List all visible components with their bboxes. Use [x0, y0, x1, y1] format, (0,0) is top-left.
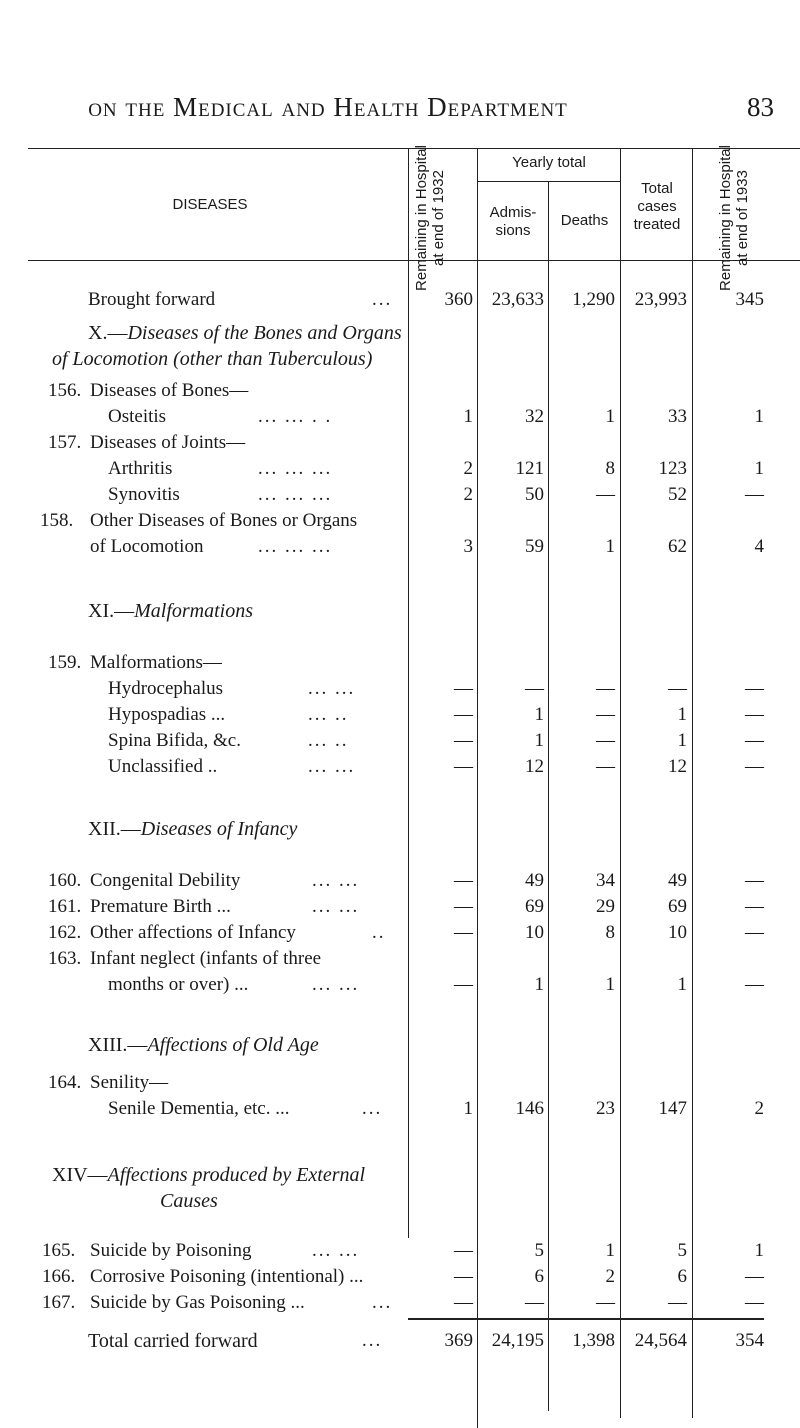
- cell-remaining-end: —: [745, 896, 764, 917]
- cell-total: 10: [668, 922, 687, 943]
- row-number: 157.: [48, 432, 82, 453]
- cell-deaths: 34: [596, 870, 615, 891]
- cell-deaths: —: [596, 756, 615, 777]
- table-row: [0, 946, 800, 972]
- cell-remaining-end: —: [745, 974, 764, 995]
- row-label: Synovitis: [108, 484, 180, 505]
- cell-remaining-end: —: [745, 678, 764, 699]
- cell-total: 33: [668, 406, 687, 427]
- row-dots: ... ...: [312, 896, 360, 917]
- row-dots: ... ... ...: [258, 484, 333, 505]
- cell-remaining-end: —: [745, 870, 764, 891]
- cell-remaining-start: —: [454, 974, 473, 995]
- cell-total: 23,993: [634, 289, 687, 310]
- section-heading-line2: [52, 346, 372, 372]
- cell-remaining-start: —: [454, 896, 473, 917]
- row-dots: ...: [372, 289, 393, 310]
- cell-total: 5: [677, 1240, 687, 1261]
- cell-deaths: 29: [596, 896, 615, 917]
- section-numeral: XII.—: [88, 818, 141, 840]
- row-label: Congenital Debility: [90, 870, 241, 891]
- row-number: 160.: [48, 870, 82, 891]
- cell-admissions: 1: [534, 704, 544, 725]
- cell-total: 123: [658, 458, 687, 479]
- section-numeral: X.—: [88, 322, 128, 344]
- cell-remaining-start: —: [454, 1240, 473, 1261]
- table-row: [0, 868, 800, 894]
- section-title: Diseases of Infancy: [140, 818, 298, 840]
- table-row: [0, 482, 800, 508]
- section-title: Malformations: [134, 600, 254, 622]
- cell-admissions: 146: [515, 1098, 544, 1119]
- cell-remaining-end: —: [745, 730, 764, 751]
- cell-remaining-end: —: [745, 756, 764, 777]
- col-rule-5: [692, 148, 693, 1418]
- row-dots: ...: [362, 1098, 383, 1119]
- cell-remaining-start: —: [454, 1266, 473, 1287]
- row-label: Hypospadias ...: [108, 704, 226, 725]
- admissions-header: Admis- sions: [489, 204, 537, 239]
- cell-admissions: 23,633: [491, 289, 544, 310]
- cell-deaths: 1: [605, 974, 615, 995]
- section-numeral: XIII.—: [88, 1034, 148, 1056]
- row-label: Unclassified ..: [108, 756, 218, 777]
- row-dots: ... ... . .: [258, 406, 333, 427]
- cell-admissions: 10: [525, 922, 544, 943]
- cell-total: 12: [668, 756, 687, 777]
- cell-total: —: [668, 1292, 687, 1313]
- cell-remaining-end: —: [745, 484, 764, 505]
- cell-total: —: [668, 678, 687, 699]
- col-rule-3: [548, 181, 549, 1411]
- cell-admissions: 50: [525, 484, 544, 505]
- row-label: Total carried forward: [88, 1330, 258, 1352]
- row-label: Malformations—: [90, 652, 222, 673]
- sum-rule: [408, 1318, 764, 1320]
- cell-total: 49: [668, 870, 687, 891]
- row-label: of Locomotion: [90, 536, 204, 557]
- table-row: [0, 1264, 800, 1290]
- table-row: [0, 754, 800, 780]
- table-row: [0, 404, 800, 430]
- col-rule-2: [477, 148, 478, 1428]
- cell-deaths: —: [596, 730, 615, 751]
- yearly-total-rule: [478, 181, 620, 182]
- cell-total: 1: [677, 730, 687, 751]
- row-label: Other affections of Infancy: [90, 922, 296, 943]
- cell-total: 24,564: [634, 1330, 687, 1351]
- row-number: 162.: [48, 922, 82, 943]
- cell-deaths: —: [596, 1292, 615, 1313]
- cell-admissions: 69: [525, 896, 544, 917]
- row-label: Suicide by Poisoning: [90, 1240, 252, 1261]
- cell-remaining-end: 354: [735, 1330, 764, 1351]
- total-row: [0, 1328, 800, 1354]
- cell-total: 1: [677, 704, 687, 725]
- section-title: Affections produced by External: [107, 1164, 366, 1186]
- table-row: [0, 972, 800, 998]
- table-row: [0, 920, 800, 946]
- table-row: [0, 1070, 800, 1096]
- section-numeral: XIV—: [52, 1164, 108, 1186]
- cell-admissions: 1: [534, 730, 544, 751]
- remaining-end-header: [717, 143, 777, 293]
- row-dots: ... ...: [308, 756, 356, 777]
- row-dots: ..: [372, 922, 386, 943]
- table-row: [0, 1238, 800, 1264]
- page-title: on the Medical and Health Department: [88, 92, 568, 122]
- row-label: Senile Dementia, etc. ...: [108, 1098, 290, 1119]
- table-row: [0, 1096, 800, 1122]
- cell-admissions: 5: [534, 1240, 544, 1261]
- yearly-total-header: Yearly total: [512, 154, 586, 171]
- row-label: Spina Bifida, &c.: [108, 730, 241, 751]
- row-number: 159.: [48, 652, 82, 673]
- section-title: Diseases of the Bones and Organs: [127, 322, 402, 344]
- cell-admissions: 49: [525, 870, 544, 891]
- table-row: [0, 534, 800, 560]
- row-dots: ... ..: [308, 730, 349, 751]
- row-dots: ... ..: [308, 704, 349, 725]
- section-heading: [88, 816, 297, 842]
- cell-remaining-start: 360: [444, 289, 473, 310]
- cell-deaths: —: [596, 704, 615, 725]
- cell-deaths: 8: [605, 458, 615, 479]
- row-number: 163.: [48, 948, 82, 969]
- section-heading: [52, 1162, 365, 1188]
- section-heading: [88, 598, 253, 624]
- cell-remaining-start: 3: [463, 536, 473, 557]
- cell-remaining-start: —: [454, 678, 473, 699]
- row-label: Brought forward: [88, 289, 216, 310]
- row-number: 167.: [42, 1292, 76, 1313]
- cell-remaining-end: —: [745, 704, 764, 725]
- row-label: Hydrocephalus: [108, 678, 224, 699]
- cell-deaths: 1: [605, 536, 615, 557]
- cell-deaths: 2: [605, 1266, 615, 1287]
- row-label: Diseases of Joints—: [90, 432, 246, 453]
- cell-remaining-end: 2: [754, 1098, 764, 1119]
- cell-remaining-end: —: [745, 1266, 764, 1287]
- section-paren: (other than Tuberculous): [173, 348, 373, 370]
- row-dots: ... ... ...: [258, 536, 333, 557]
- cell-admissions: 1: [534, 974, 544, 995]
- cell-deaths: 8: [605, 922, 615, 943]
- cell-remaining-end: 1: [754, 1240, 764, 1261]
- remaining-end-text: Remaining in Hospital at end of 1933: [717, 145, 751, 291]
- row-number: 161.: [48, 896, 82, 917]
- row-number: 164.: [48, 1072, 82, 1093]
- section-heading: [88, 1032, 319, 1058]
- col-rule-4: [620, 148, 621, 1418]
- row-dots: ... ...: [312, 870, 360, 891]
- section-title-line2: Causes: [160, 1190, 218, 1212]
- row-label: Diseases of Bones—: [90, 380, 249, 401]
- section-heading: [88, 320, 402, 346]
- cell-deaths: 1,290: [572, 289, 615, 310]
- table-row: [0, 676, 800, 702]
- table-row: [0, 702, 800, 728]
- cell-remaining-start: —: [454, 704, 473, 725]
- section-title: Affections of Old Age: [147, 1034, 319, 1056]
- page-number: 83: [747, 92, 774, 122]
- row-label: months or over) ...: [108, 974, 249, 995]
- cell-remaining-start: 1: [463, 1098, 473, 1119]
- total-cases-header: Total cases treated: [633, 180, 681, 233]
- table-row: [0, 508, 800, 534]
- section-heading-line2: [160, 1188, 218, 1214]
- cell-total: 147: [658, 1098, 687, 1119]
- cell-admissions: —: [525, 1292, 544, 1313]
- row-number: 156.: [48, 380, 82, 401]
- cell-total: 62: [668, 536, 687, 557]
- table-row: [0, 378, 800, 404]
- row-number: 166.: [42, 1266, 76, 1287]
- cell-remaining-end: 1: [754, 458, 764, 479]
- cell-remaining-start: 1: [463, 406, 473, 427]
- table-row: [0, 456, 800, 482]
- cell-remaining-end: —: [745, 922, 764, 943]
- table-row: [0, 1290, 800, 1316]
- cell-deaths: 1: [605, 1240, 615, 1261]
- table-row: [0, 430, 800, 456]
- cell-admissions: —: [525, 678, 544, 699]
- cell-remaining-end: 345: [735, 289, 764, 310]
- row-dots: ...: [372, 1292, 393, 1313]
- remaining-start-text: Remaining in Hospital at end of 1932: [413, 145, 447, 291]
- remaining-start-header: [413, 143, 473, 293]
- section-title-line2: of Locomotion: [52, 348, 169, 370]
- table-row: [0, 650, 800, 676]
- table-row: [0, 894, 800, 920]
- row-dots: ... ...: [312, 1240, 360, 1261]
- row-dots: ... ...: [308, 678, 356, 699]
- row-number: 158.: [40, 510, 74, 531]
- cell-remaining-start: —: [454, 730, 473, 751]
- cell-remaining-start: 2: [463, 484, 473, 505]
- row-label: Suicide by Gas Poisoning ...: [90, 1292, 305, 1313]
- row-label: Other Diseases of Bones or Organs: [90, 510, 358, 531]
- row-label: Osteitis: [108, 406, 167, 427]
- cell-remaining-end: 1: [754, 406, 764, 427]
- cell-total: 69: [668, 896, 687, 917]
- cell-remaining-end: 4: [754, 536, 764, 557]
- cell-admissions: 121: [515, 458, 544, 479]
- page-header: [0, 92, 800, 132]
- row-label: Arthritis: [108, 458, 173, 479]
- cell-admissions: 32: [525, 406, 544, 427]
- cell-remaining-start: —: [454, 922, 473, 943]
- cell-admissions: 24,195: [491, 1330, 544, 1351]
- cell-deaths: 23: [596, 1098, 615, 1119]
- cell-remaining-start: 2: [463, 458, 473, 479]
- cell-admissions: 6: [534, 1266, 544, 1287]
- cell-admissions: 12: [525, 756, 544, 777]
- cell-remaining-start: 369: [444, 1330, 473, 1351]
- row-number: 165.: [42, 1240, 76, 1261]
- row-label: Premature Birth ...: [90, 896, 231, 917]
- row-dots: ... ... ...: [258, 458, 333, 479]
- cell-remaining-start: —: [454, 1292, 473, 1313]
- cell-deaths: 1: [605, 406, 615, 427]
- cell-total: 52: [668, 484, 687, 505]
- diseases-header: DISEASES: [172, 196, 248, 213]
- row-label: Corrosive Poisoning (intentional) ...: [90, 1266, 364, 1287]
- row-dots: ... ...: [312, 974, 360, 995]
- section-numeral: XI.—: [88, 600, 135, 622]
- cell-deaths: —: [596, 678, 615, 699]
- cell-deaths: —: [596, 484, 615, 505]
- cell-admissions: 59: [525, 536, 544, 557]
- table-row: [0, 728, 800, 754]
- row-label: Senility—: [90, 1072, 169, 1093]
- cell-remaining-start: —: [454, 756, 473, 777]
- cell-remaining-end: —: [745, 1292, 764, 1313]
- cell-total: 1: [677, 974, 687, 995]
- cell-total: 6: [677, 1266, 687, 1287]
- cell-deaths: 1,398: [572, 1330, 615, 1351]
- cell-remaining-start: —: [454, 870, 473, 891]
- row-label: Infant neglect (infants of three: [90, 948, 322, 969]
- deaths-header: Deaths: [560, 212, 609, 229]
- row-dots: ...: [362, 1330, 383, 1351]
- brought-forward-row: [0, 287, 800, 313]
